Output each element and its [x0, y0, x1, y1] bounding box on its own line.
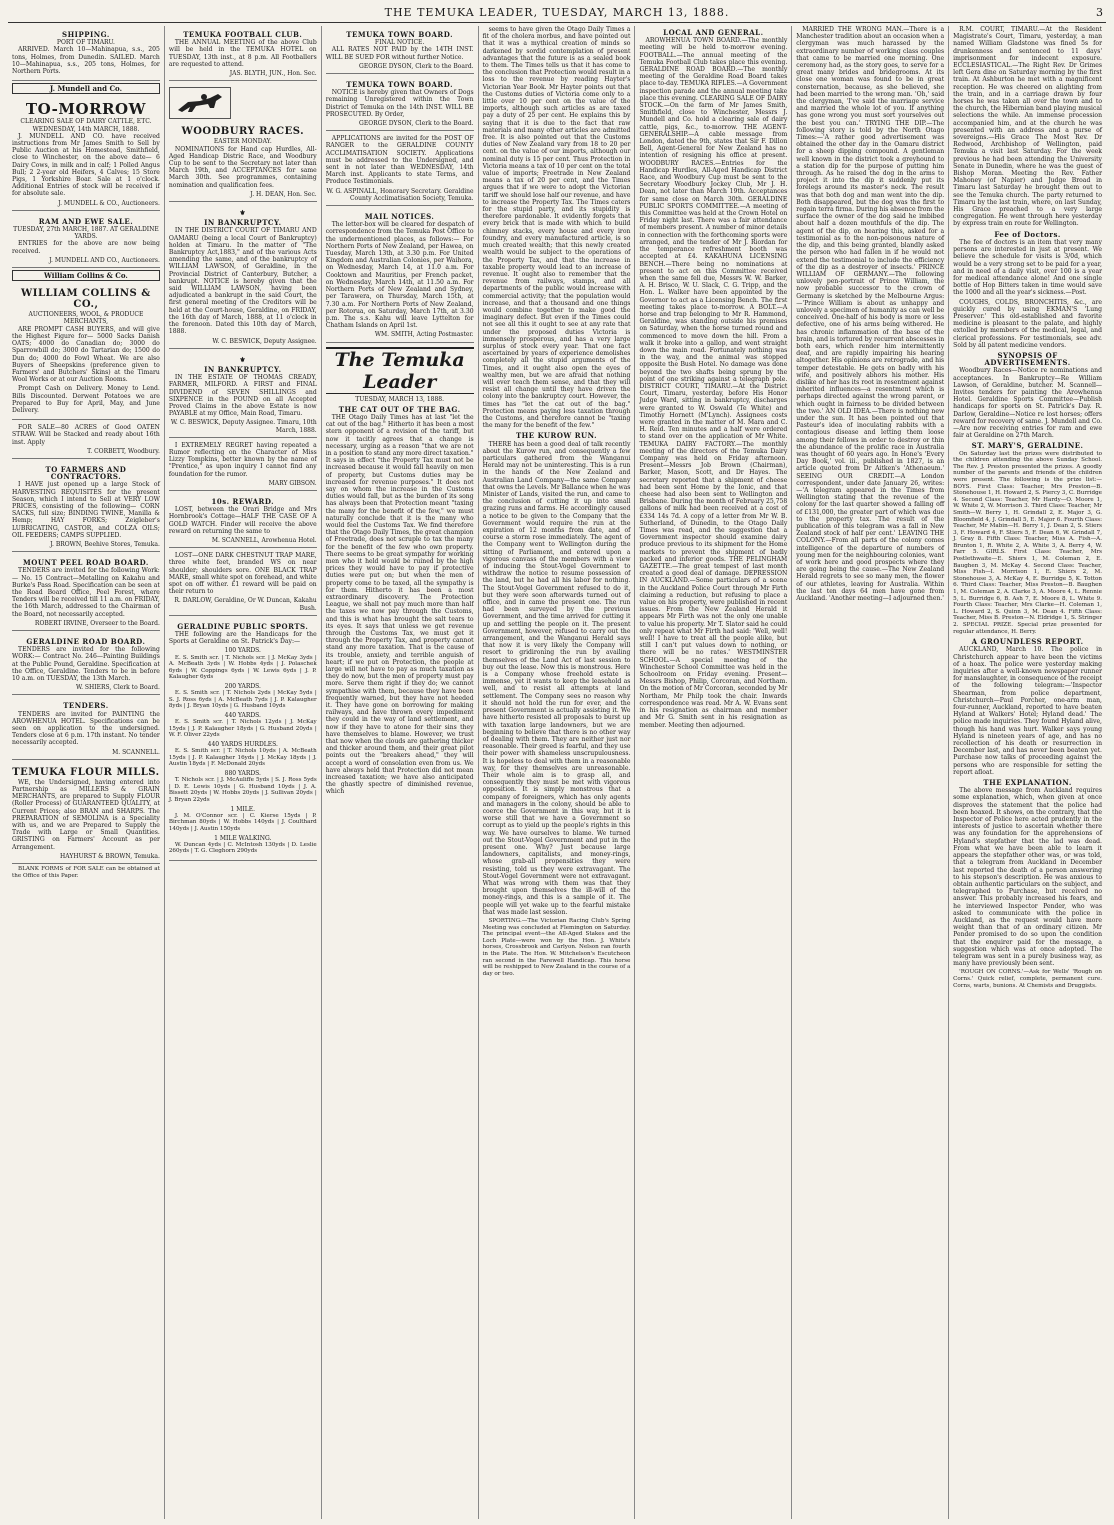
racehorse-icon: [169, 87, 231, 119]
royal-arms-icon: ⚜: [239, 208, 247, 218]
flour-signature: HAYHURST & BROWN, Temuka.: [60, 852, 160, 860]
column-6: [792, 26, 949, 1519]
sports-440-list: E. S. Smith scr. | T. Nichols 12yds | J. McKay 15yds | J. P. Kalaugher 18yds | G. Husband 20yds | W. F. Oliver 22yds: [168, 719, 317, 739]
page-masthead: [0, 6, 1114, 19]
sports-mile-heading: 1 MILE.: [230, 805, 256, 813]
bankruptcy2-text: IN THE ESTATE OF THOMAS CREADY, FARMER, MILFORD. A FIRST and FINAL DIVIDEND of SEVEN SHILLINGS and SIXPENCE in the POUND on all Accepted Proved Claims in the above Estate is now PAYABLE at my Office, Main Road, Timaru.: [168, 374, 317, 418]
townboard-ad: [326, 26, 474, 74]
farmers-text: I HAVE just opened up a large Stock of HARVESTING REQUISITES for the present Season, which I intend to Sell at VERY LOW PRICES, consisting of the following— CORN SACKS, full size; BINDING TWINE, Manilla & Hemp; HAY FORKS; Zeigleber's LUBRICATING, CASTOR, and COLZA OILS; OIL FEEDERS; CAMPS SUPPLIED.: [12, 481, 160, 539]
bankruptcy2-signature: W. C. BESWICK, Deputy Assignee. Timaru, 10th March, 1888.: [170, 419, 317, 434]
clearing-sale-ad: [12, 96, 160, 210]
townboard2-signature: GEORGE DYSON, Clerk to the Board.: [359, 120, 474, 128]
paper-title: The Temuka Leader: [326, 347, 474, 394]
collins-heading: WILLIAM COLLINS & CO.,: [21, 288, 151, 311]
blank-forms-notice: BLANK FORMS of FOR SALE can be obtained at the Office of this Paper.: [12, 866, 160, 879]
mundell-bar: J. Mundell and Co.: [12, 83, 160, 94]
local-heading: LOCAL AND GENERAL.: [663, 28, 764, 37]
paper-date: TUESDAY, MARCH 13, 1888.: [355, 395, 445, 403]
geraldine-signature: W. SHIERS, Clerk to Board.: [75, 684, 160, 692]
column-4: [479, 26, 636, 1519]
tomorrow-heading: TO-MORROW: [25, 100, 146, 119]
flour-text: WE, the Undersigned, having entered into Partnership as MILLERS & GRAIN MERCHANTS, are prepared to Supply FLOUR (Roller Process) of GUARANTEED QUALITY, at Current Prices; also BRAN and SHARPS. The PREPARATION of SEMOLINA is a Speciality with us, and we are Prepared to Supply the Trade with Large or Small Quantities. GRISTING on Farmers' Account as per Arrangement.: [12, 778, 160, 851]
collins-ad: [12, 283, 160, 420]
sports-200-heading: 200 YARDS.: [224, 682, 261, 690]
st-marys-heading: ST. MARY'S, GERALDINE.: [971, 441, 1084, 451]
rm-court-text: R.M. COURT, TIMARU.—At the Resident Magistrate's Court, Timaru, yesterday, a man named William Gladstone was fined 5s for drunkenness and sentenced to 11 days' imprisonment for indecent exposure. ECCLESIASTICAL.—The Right Rev. Dr Grimes left Gera dine on Saturday morning by the first train. At Ashburton he met with a magnificent reception. He was cheered on alighting from the train, and in a carriage drawn by four horses he was taken all over the town and to the church, the Hibernian band playing musical selections the while. An immense procession accompanied him, and at the church he was presented with an address and a purse of sovereigns.—His Grace The Most Rev. Dr Redwood, Archbishop of Wellington, paid Temuka a visit last Saturday. For the week previous he had been attending the University Senate in Dunedin, where he was the guest of Bishop Moran. Meeting the Rev. Father Mahoney (of Napier) and Judge Broad in Timaru last Saturday he brought them out to see the Temuka church. The party returned to Timaru by the last train, where, on last Sunday, His Grace preached to a very large congregation. He went through here yesterday by express train en route for Wellington.: [953, 26, 1102, 228]
mail-heading: MAIL NOTICES.: [364, 212, 435, 222]
acclimatisation-signature: W. G. ASPINALL, Honorary Secretary. Geraldine County Acclimatisation Society, Temuka.: [326, 187, 474, 202]
townboard2-text: NOTICE is hereby given that Owners of Dogs remaining Unregistered within the Town District of Temuka on the 14th INST. WILL BE PROSECUTED. By Order,: [325, 89, 474, 118]
gibson-text: I EXTREMELY REGRET having repeated a Rumor reflecting on the Character of Miss Lizzy Tompkins, better known by the name of "Prentice," as upon inquiry I cannot find any foundation for the rumor.: [168, 441, 317, 478]
farmers-ad: [12, 461, 160, 552]
editorial-continued: seems to have given the Otago Daily Times a fit of the cholera morbus, and have pointed out that it was a mythical creation of minds so darkened by sordid contemplation of present advantages that the future is as a sealed book to them. The Times tells us that it has come to the conclusion that Protection would result in a loss to the revenue by reading Hayter's Victorian Year Book. Mr Hayter points out that the Customs duties of Victoria come only to a little over 10 per cent on the value of the imports, although such articles as are taxed pay a duty of 25 per cent. He explains this by saying that it is due to the fact that raw materials and many other articles are admitted free. It is also pointed out that the Customs duties of New Zealand vary from 18 to 20 per cent. on the value of our imports, although our nominal duty is 15 per cent. Thus Protection in Victoria means a tax of 10 per cent on the total value of imports; Freetrade in New Zealand means a tax of 20 per cent, and the Times argues that if we were to adopt the Victorian tariff we should lose half our revenue, and have to increase the Property Tax. The Times caters for the stupid party, and its stupidity is therefore pardonable. It evidently forgets that every brick that is made with which to build chimney stacks, every house and every iron foundry, and every manufactured article, is so much created wealth; that this newly created wealth would be subject to the operations of the Property Tax, and that the increase in taxable property would lead to an increase of revenue. It ought also to remember that the revenue from railways, stamps, and all departments of the public would increase with commercial activity; that the population would increase, and that a thousand and one things would combine together to make good the imaginary defect. But even if the Times could not see all this it ought to see at any rate that under the proposed duties Victoria is immensely prosperous, and has a very large surplus of stock every year. That one fact ascertained by years of experience demolishes completely all the stupid arguments of the Times, and it ought also open the eyes of wealthy men, but we are afraid that nothing will ever teach them sense, and that they will resist all change until they have driven the colony into the bankruptcy court. However, the times has "let the cat out of the bag." Protection means paying less taxation through the Customs, and therefore cannot be "taxing the many for the benefit of the few.": [482, 26, 631, 430]
collins-sub: AUCTIONEERS, WOOL, & PRODUCE MERCHANTS,: [28, 311, 144, 326]
ram-heading: RAM AND EWE SALE.: [38, 216, 134, 226]
mail-text: The letter-box will be cleared for despatch of correspondence from the Temuka Post Office to the undermentioned places, as follows:— For Northern Ports of New Zealand, per Hawea, on Tuesday, March 13th, at 3.30 p.m. For United Kingdom and Australian Colonies, per Waihora, on Wednesday, March 14, at 11.0 a.m. For Cooktown and Mauritius, per French packet, on Wednesday, March 14th, at 11.50 a.m. For Northern Ports of New Zealand and Sydney, per Tarawera, on Thursday, March 15th, at 7.30 a.m. For Northern Ports of New Zealand, per Rotorua, on Saturday, March 17th, at 3.30 p.m. The s.s. Kahu will leave Lyttelton for Chatham Islands on April 1st.: [325, 221, 474, 330]
bankruptcy-ad: [169, 204, 317, 349]
lost-text: LOST—ONE DARK CHESTNUT TRAP MARE, three white feet, branded WS on near shoulder; shoulders sore. ONE BLACK TRAP MARE, small white spot on forehead, and white spot on off wither. £1 reward will be paid on their return to: [168, 552, 317, 596]
st-marys-text: On Saturday last the prizes were distributed to the children attending the above Sunday School. The Rev. J. Preston presented the prizes. A goodly number of the parents and friends of the children were present. The following is the prize list:— BOYS. First Class: Teacher, Mrs Preston—B. Stonehouse 1, H. Howard 2, S. Piercy 3, C. Burridge 4. Second Class: Teacher, Mr Hardy—O. Moore 1, W. White 2, W. Morrison 3. Third Class: Teacher, Mr Smith—W. Berry 1, H. Grindall 2, E. Major 3, G. Bloomfield 4, J. Grindall 5, E. Major 6. Fourth Class: Teacher, Mr Mabin—H. Berry 1, J. Dean 2, S. Stiers 3, F. Howard 4, F. Stiers 5, F. Dean 6, W. Grindall 7, J. Gray 8. Fifth Class: Teacher, Miss A. Fish—A. Brunton 1, R. White 2, A. White 3, A. Berry 4, W. Farr 5. GIRLS. First Class: Teacher, Mrs Postlethwaite—E. Shiers 1, M. Coleman 2, E. Baughen 3, M. McKay 4. Second Class: Teacher, Miss Fish—I. Morrison 1, E. Shiers 2, M. Stonehouse 3, A. McKay 4, E. Burridge 5, K. Totton 6. Third Class: Teacher, Miss Preston—B. Baughen 1, M. Coleman 2, A. Clarke 3, A. Moore 4, L. Rennie 5, L. Burridge 6, B. Ash 7, E. Moore 8, L. White 9. Fourth Class: Teacher, Mrs Clarke—H. Coleman 1, L. Howard 2, S. Quinn 3, M. Dean 4. Fifth Class: Teacher, Miss B. Preston—N. Eldridge 1, S. Stringer 2. SPECIAL PRIZE. Special prize presented for regular attendance, H. Berry.: [953, 450, 1102, 635]
reward-text: LOST, between the Orari Bridge and Mrs Hornbrook's Cottage—HALF THE CASE OF A GOLD WATCH. Finder will receive the above reward on returning the same to: [168, 506, 317, 535]
masthead-rule: [8, 22, 1106, 23]
geraldine-ad: [12, 633, 160, 695]
races-ad: [169, 83, 317, 202]
sports-mile-list: J. M. O'Connor scr. | C. Kierse 15yds | P. Birchman 80yds | W. Hobbs 140yds | J. Coulthard 140yds | J. Austin 150yds: [168, 812, 317, 832]
townboard2-ad: [326, 76, 474, 131]
clearing-signature: J. MUNDELL & CO., Auctioneers.: [58, 199, 160, 207]
sports-440-heading: 440 YARDS.: [224, 711, 261, 719]
tenders-ad: [12, 697, 160, 759]
groundless-heading: A GROUNDLESS REPORT.: [971, 637, 1084, 647]
ram-sale-ad: [12, 213, 160, 268]
sports-heading: GERALDINE PUBLIC SPORTS.: [177, 621, 309, 631]
acclimatisation-ad: [326, 133, 474, 206]
flour-ad: [12, 762, 160, 864]
gibson-signature: MARY GIBSON.: [268, 479, 317, 487]
townboard-heading: TEMUKA TOWN BOARD.: [346, 30, 454, 39]
explanation-heading: THE EXPLANATION.: [983, 778, 1072, 788]
coughs-text: COUGHS, COLDS, BRONCHITIS, &c., are quickly cured by using EKMAN'S 'Lung Preserver.' This old-established and favorite medicine is pleasant to the palate, and highly extolled by members of the medical, legal, and clerical professions. For testimonials, see adv. Sold by all patent medicine vendors.: [953, 298, 1102, 349]
lost-signature: R. DARLOW, Geraldine, Or W. Duncan, Kakahu Bush.: [174, 597, 317, 612]
tenders-text: TENDERS are invited for PAINTING the AROWHENUA HOTEL. Specifications can be seen on application to the undersigned. Tenders close at 6 p.m. 17th instant. No tender necessarily accepted.: [12, 710, 160, 747]
ram-signature: J. MUNDELL AND CO., Auctioneers.: [49, 256, 160, 264]
peel-heading: MOUNT PEEL ROAD BOARD.: [23, 558, 149, 568]
geraldine-heading: GERALDINE ROAD BOARD.: [26, 637, 146, 646]
shipping-text: ARRIVED. March 10—Mahinapua, s.s., 205 tons, Holmes, from Dunedin. SAILED. March 10—Mahinapua, s.s., 205 tons, Holmes, for Northern Ports.: [12, 46, 160, 76]
shipping-notice: [12, 26, 160, 81]
ram-date: TUESDAY, 27th MARCH, 1887. AT GERALDINE YARDS.: [13, 226, 159, 241]
lost-ad: [169, 550, 317, 616]
sports-text: THE following are the Handicaps for the Sports at Geraldine on St. Patrick's Day:—: [168, 631, 317, 646]
football-text: THE ANNUAL MEETING of the above Club will be held in the TEMUKA HOTEL on TUESDAY, 13th inst., at 8 p.m. All Footballers are requested to attend.: [168, 39, 317, 68]
reward-heading: 10s. REWARD.: [211, 496, 275, 506]
explanation-text: The above message from Auckland requires some explanation, which, when given at once disproves the statement that the police had been hoaxed. It shows, on the contrary, that the Inspector of Police here acted prudently in the interests of justice to ascertain whether there was any foundation for the apprehensions of Hyland's stepfather that the lad was dead. From what we have been able to learn it appears the stepfather other was, or was told, that a telegram from Auckland in December last reported the death of a person answering to his stepson's description. He was anxious to obtain authentic particulars on the subject, and telegraphed to Purchase, but received no answer. This probably increased his fears, and he interviewed Inspector Pender, who was asked to communicate with the police in Auckland, as the request would have more weight than that of an ordinary citizen. Mr Pender promised to do so upon the condition that the enquirer paid for the message, a suggestion which was at once adopted. The telegram was sent in a purely business way, as many have previously been sent.: [953, 787, 1102, 968]
sports-200-list: E. S. Smith scr. | T. Nichols 2yds | McKay 5yds | S. J. Ross 6yds | A. McBeath 7yds | J. P. Kalaugher 8yds | J. Bryan 10yds | G. Husband 10yds: [168, 690, 317, 710]
races-signature: J. H. DEAN, Hon. Sec.: [250, 190, 317, 198]
farmers-heading: TO FARMERS AND CONTRACTORS.: [45, 464, 127, 482]
fee-text: The fee of doctors is an item that very many persons are interested in just at present. We believe the schedule for visits is 3/0d, which would be a very strong set to be paid for a year, and in need of a daily visit, over 100 is a year for medical attendance alone! And one single bottle of Hop Bitters taken in time would save the 1000 and all the year's sickness.—Post.: [953, 238, 1102, 297]
clearing-date: WEDNESDAY, 14th MARCH, 1888.: [32, 125, 140, 133]
kurow-text: THERE has been a good deal of talk recently about the Kurow run, and consequently a few particulars gathered from the Wanganui Herald may not be uninteresting. This is a run in the hands of the New Zealand and Australian Land Company—the same Company that owns the Levels. Mr Ballance when he was Minister of Lands, visited the run, and came to the conclusion of cutting it up into small grazing runs and farms. He accordingly caused a notice to be given to the Company that the Government would require the run at the expiration of 12 months from date, and of course a storm rose immediately. The agent of the Company went to Wellington during the sitting of Parliament, and entered upon a vigorous canvass of the members with a view of inducing the Stout-Vogel Government to withdraw the notice to resume possession of the land, but he had all his labor for nothing. The Stout-Vogel Government refused to do it, but they were soon afterwards turned out of office, and in came the present one. The run had been surveyed by the previous Government, and the time arrived for cutting it up and settling the people on it. The present Government, however, refused to carry out the arrangement, and the Wanganui Herald says that now it is very likely the Company will resort to gridironing the run by availing themselves of the Land Act of last session to buy out the lease. Now this is monstrous. Here is a Company whose freehold estate is immense, yet it wants to keep the leasehold as well, and to resist all attempts at land settlement. The Company sees no reason why it should not hold the run for ever, and the present Government is actually assisting it. We have hitherto resisted all proposals to burst up with taxation large landowners, but we are beginning to believe that there is no other way of dealing with them. They are neither just nor reasonable. Their greed is fearful, and they use their power with shameless unscrupulousness. It is hopeless to deal with them in a reasonable way, for they themselves are unreasonable. Their whole aim is to grasp all, and consequently they must be met with vigorous opposition. It is simply monstrous that a company of foreigners, which has only agents and managers in the colony, should be able to coerce the Government in this way, but it is worse still that we have a Government so corrupt as to yield up the people's rights in this way. We have ourselves to blame. We turned out the Stout-Vogel Government and put in the present one. Why? Just because large landowners, capitalists, and money-rings, whose grab-all propensities they were resisting, told us they were extravagant. The Stout-Vogel Government were not extravagant. What was wrong with them was that they brought upon themselves the ill-will of the money-rings, and this is a sample of it. The people will yet wake up to the fearful mistake that was made last session.: [482, 440, 631, 916]
royal-arms-icon-2: ⚜: [239, 354, 247, 364]
tenders-signature: M. SCANNELL.: [112, 748, 160, 756]
peel-signature: ROBERT IRVINE, Overseer to the Board.: [34, 619, 160, 627]
ram-text: ENTRIES for the above are now being received.: [12, 240, 160, 255]
races-text: NOMINATIONS for Hand cap Hurdles, All-Aged Handicap Distric Race, and Woodbury Cup to be sent to the Secretary not later than March 19th, and ACCEPTANCES for same March 30th. See programmes, containing nomination and qualification fees.: [168, 145, 317, 189]
townboard-signature: GEORGE DYSON, Clerk to the Board.: [359, 62, 474, 70]
geraldine-text: TENDERS are invited for the following WORK:— Contract No. 246—Painting Buildings at the Public Pound, Geraldine. Specification at the Office, Geraldine. Tenders to be in before 10 a.m. on TUESDAY, the 13th March.: [12, 646, 160, 683]
column-2: [165, 26, 322, 1519]
mail-notices: [326, 208, 474, 342]
editorial-text: THE Otago Daily Times has at last "let the cat out of the bag." Hitherto it has been a most stern opponent of a revision of the tariff, but now it tacitly agrees that a change is necessary, urging as a reason "that we are not in a position to stand any more direct taxation." It says in effect "the Property Tax must not be increased because it would fall heavily on men of property, but Customs duties may be increased for revenue purposes." It does not say on whom the increase in the Customs duties would fall, but as the burden of its song has always been that Protection meant "taxing the many for the benefit of the few," we must naturally conclude that it is the many who would feel the Customs Tax. We find therefore that the Otago Daily Times, the great champion of Freetrade, does not scruple to tax the many for the benefit of the few who own property. There seems to be great sympathy for working men who it held would be ruined by the high prices they would have to pay if protective duties were put on; but when the men of property come to be taxed, all the sympathy is for them. Hitherto it has been a most extraordinary discovery. The Protection League, we shall not pay much more than half the taxes we now pay through the Customs, and this is what has brought the salt tears to its eyes. It says that unless we get revenue through the Customs Tax, we must get it through the Property Tax, and property cannot stand any more taxation. That is the cause of its trouble, anxiety, and terrible anguish of heart; if we put on Protection, the people at large will not have to pay as much taxation as they do now, but the men of property must pay more. Serve them right if they do; we cannot sympathise with them, because they have been frequently warned, but they have not heeded it. They have gone on borrowing for making railways, and have thrown every impediment they could in the way of land settlement, and now if they have to atone for their sins they have themselves to blame. However, we trust that now when the clouds are gathering thicker and thicker around them, and their great pilot points out the "breakers ahead," they will accept a word of consolation even from us. We have always held that Protection did not mean increased taxation; we have also anticipated the ghastly spectre of diminished revenue, which: [325, 413, 474, 796]
bankruptcy-signature: W. C. BESWICK, Deputy Assignee.: [212, 337, 317, 345]
football-heading: TEMUKA FOOTBALL CLUB.: [183, 30, 303, 39]
townboard-sub: FINAL NOTICE.: [374, 39, 425, 47]
bankruptcy2-ad: [169, 351, 317, 438]
bankruptcy2-heading: IN BANKRUPTCY.: [204, 364, 282, 374]
shipping-port: PORT OF TIMARU.: [56, 39, 115, 47]
corbett-ad: [12, 422, 160, 459]
peel-ad: [12, 554, 160, 631]
gibson-ad: [169, 440, 317, 491]
bankruptcy-heading: IN BANKRUPTCY.: [204, 218, 282, 228]
collins-note: Prompt Cash on Delivery. Money to Lend. Bills Discounted. Derwent Potatoes we are Prepared to Buy for April, May, and June Delivery.: [12, 385, 160, 414]
local-text: AROWHENUA TOWN BOARD.—The monthly meeting will be held to-morrow evening. FOOTBALL.—The annual meeting of the Temuka Football Club takes place this evening. GERALDINE ROAD BOARD.—The monthly meeting of the Geraldine Road Board takes place to-day. TEMUKA RIFLES.—A Government inspection parade and the annual meeting take place this evening. CLEARING SALE OF DAIRY STOCK.—On the farm of Mr James Smith, Smithfield, close to Winchester, Messrs J. Mundell and Co. hold a clearing sale of dairy cattle, pigs, &c., to-morrow. THE AGENT-GENERALSHIP.—A cable message from London, dated the 9th, states that Sir F. Dillon Bell, Agent-General for New Zealand has no intention of resigning his office at present. WOODBURY RACES.—Entries for the Handicap Hurdles, All-Aged Handicap District Race, and Woodbury Cup must be sent to the Secretary Woodbury Jockey Club, Mr J. H. Dean, not later than March 19th. Acceptances for same close on March 30th. GERALDINE PUBLIC SPORTS COMMITTEE.—A meeting of this Committee was held at the Crown Hotel on Friday night last. There was a fair attendance of members present. A number of minor details in connection with the forthcoming sports were arranged, and the tender of Mr J. Riordan for the temperance refreshment booth was accepted at £4. KAKAHUNA LICENSING BENCH.—There being no nominations at present to act on this Committee received when the same fell due, Messrs W. W. Barker, A. H. Brisco, W. U. Slack, C. G. Tripp, and the Hon. L. Walker have been appointed by the Governor to act as a Licensing Bench. The first meeting takes place to-morrow. A BOLT.—A horse and trap belonging to Mr R. Hammond, Geraldine, was standing outside his premises on Saturday, when the horse turned round and commenced to move down the hill. From a walk it broke into a gallop, and went straight down the main road. Fortunately nothing was in the way, and the animal was stopped opposite the Bush Hotel. No damage was done beyond the two shafts being sprung by the point of one striking against a telegraph pole. DISTRICT COURT, TIMARU.—At the District Court, Timaru, yesterday, before His Honor Judge Ward, sitting in bankruptcy, discharges were granted to W. Oswald (Te White) and Timothy Hornett (M'Lynch). Assignees costs were granted in the matter of M. Mara and C. H. Reid. Ten minutes and a half were ordered to stand over on the application of Mr White. TEMUKA DAIRY FACTORY.—The monthly meeting of the directors of the Temuka Dairy Company was held on Friday afternoon. Present—Messrs Job Brown (Chairman), Barker, Mason, Scott, and Dr Hayes. The secretary reported that a shipment of cheese had been sent Home by the Ionic, and that cheese had also been sent to Wellington and Brisbane. During the month of February 25,758 gallons of milk had been received at a cost of £334 14s 7d. A copy of a letter from Mr W. B. Sutherland, of Dunedin, to the Otago Daily Times was read, and the suggestion that a Government inspector should examine dairy produce previous to its shipment for the Home markets to prevent the shipment of badly packed and inferior goods. THE PELINGHAM GAZETTE.—The great tempest of last month created a good deal of damage. DEPRESSION IN AUCKLAND.—Some particulars of a scene in the Auckland Police Court through Mr Firth claiming a reduction, but refusing to place a value on his property, were published in recent issues. From the New Zealand Herald it appears Mr Firth was not the only one unable to value his property. Mr T. Slator said he could only repeat what Mr Firth had said: 'Well, well! well! I have to treat all the people alike, but still I can't put values down to nothing, or there will be no rates.' WESTMINSTER SCHOOL.—A special meeting of the Winchester School Committee was held in the Schoolroom on Friday evening. Present—Messrs Bishop, Philip, Corcoran, and Northam. On the motion of Mr Corcoran, seconded by Mr Northam, Mr Philp took the chair. Inwards correspondence was read. Mr A. W. Evans sent in his resignation as chairman and member and Mr G. Smith sent in his resignation as member. Meeting then adjourned.: [639, 37, 788, 729]
column-7: [949, 26, 1106, 1519]
column-1: [8, 26, 165, 1519]
sports-walk-list: W. Duncan 4yds | C. McIntosh 130yds | D. Leslie 260yds | T. G. Cleghorn 290yds: [168, 841, 317, 855]
columns: [8, 26, 1106, 1519]
editorial-heading: THE CAT OUT OF THE BAG.: [338, 404, 461, 414]
column-3: [322, 26, 479, 1519]
townboard-text: ALL RATES NOT PAID by the 14TH INST. WILL BE SUED FOR without further Notice.: [325, 46, 474, 61]
synopsis-heading: SYNOPSIS OF ADVERTISEMENTS.: [984, 350, 1071, 368]
reward-ad: [169, 493, 317, 548]
flour-heading: TEMUKA FLOUR MILLS.: [12, 766, 160, 778]
corbett-signature: T. CORBETT, Woodbury.: [87, 447, 160, 455]
synopsis-text: Woodbury Races—Notice re nominations and acceptances. In Bankruptcy—Re William Lawson, of Geraldine, butcher. M. Scannell—Invites tenders for painting the Arowhenua Hotel. Geraldine Sports Committee—Publish handicaps for sports on St. Patrick's Day. R. Darlow, Geraldine—Notice re lost horses; offers reward for recovery of same. J. Mundell and Co.—Are now receiving entries for ram and ewe fair at Geraldine on 27th March.: [953, 367, 1102, 440]
sporting-text: SPORTING.—The Victorian Racing Club's Spring Meeting was concluded at Flemington on Saturday. The principal event—the All-Aged Stakes and the Loch Plate—were won by the Hon. J. White's horses, Crossbrook and Carlyon. Nelson ran fourth in the Plate. The Hon. W. Mitchelson's Escutcheon ran second in the Farewell Handicap. This horse will be reshipped to New Zealand in the course of a day or two.: [482, 917, 631, 977]
football-signature: JAS. BLYTH, JUN., Hon. Sec.: [229, 70, 317, 78]
collins-text: ARE PROMPT CASH BUYERS, and will give the Highest Figure for— 5000 Sacks Danish OATS; 4000 do Canadian do; 3000 do Sparrowbill do; 3000 do Tartarian do; 1500 do Dun do; 4000 do Fowl Wheat. We are also Buyers of Sheepskins (preference given to Farmers' and Butchers' Skins) at the Timaru Wool Works or at our Auction Rooms.: [12, 325, 160, 384]
townboard2-heading: TEMUKA TOWN BOARD.: [346, 80, 454, 90]
football-ad: [169, 26, 317, 81]
mail-signature: WM. SMITH, Acting Postmaster.: [374, 331, 474, 339]
sports-880-list: T. Nichols scr. | J. McAuliffe 5yds | S. J. Ross 5yds | D. E. Lewis 10yds | G. Husband 10yds | J. A. Bissett 20yds | W. Hobbs 20yds | J. Sullivan 20yds | J. Bryan 22yds: [168, 777, 317, 803]
sports-100-list: E. S. Smith scr. | T. Nichols scr. | J. McKay 3yds | A. McBeath 3yds | W. Hobbs 4yds | J. Polaschek 6yds | W. Coppings 6yds | W. Lewis 6yds | J. P. Kalaugher 6yds: [168, 654, 317, 681]
acclimatisation-text: APPLICATIONS are invited for the POST OF RANGER to the GERALDINE COUNTY ACCLIMATISATION SOCIETY. Applications must be addressed to the Undersigned, and sent in not later than WEDNESDAY, 14th March inst. Applicants to state Terms, and Produce Testimonials.: [325, 135, 474, 186]
sports-880-heading: 880 YARDS.: [224, 769, 261, 777]
corbett-text: FOR SALE—80 ACRES of Good OATEN STRAW. Will be Stacked and ready about 16th inst. Apply: [12, 424, 160, 446]
farmers-signature: J. BROWN, Beehive Stores, Temuka.: [50, 540, 160, 548]
peel-text: TENDERS are invited for the following Work:— No. 15 Contract—Metalling on Kakahu and Burke's Pass Road. Specification can be seen at the Road Board Office, Peel Forest, where Tenders will be received till 11 a.m. on FRIDAY, the 16th March, addressed to the Chairman of the Board, not necessarily accepted.: [12, 567, 160, 618]
bankruptcy-text: IN THE DISTRICT COURT OF TIMARU AND OAMARU (being a local Court of Bankruptcy) holden at Timaru. In the matter of "The Bankruptcy Act,1883," and of the various Acts amending the same, and of the bankruptcy of WILLIAM LAWSON, of Geraldine, in the Provincial District of Canterbury, Butcher, a bankrupt. NOTICE is hereby given that the said WILLIAM LAWSON, having been adjudicated a bankrupt in the said Court, the first general meeting of the Creditors will be held at the Court-house, Geraldine, on FRIDAY, the 16th day of March, 1888, at 11 o'clock in the forenoon. Dated this 10th day of March, 1888.: [168, 227, 317, 336]
collins-bar: William Collins & Co.: [12, 270, 160, 281]
column-5: [635, 26, 792, 1519]
page-number: 3: [1096, 6, 1104, 19]
groundless-text: AUCKLAND, March 10. The police in Christchurch appear to have been the victims of a hoax. The police were yesterday making inquiries after a well-known newspaper runner for manslaughter, in consequence of the receipt of the following telegram:—'Inspector Shearman, from police department, Christchurch—Paul Porcher, one-arm man, four-runner, Auckland, reported to have beaten Hyland at Walkers' Hotel; Hyland dead.' The police made inquiries. They found Hyland alive, though his hand was hurt. Walker says young Hyland is nineteen years of age, and has no recollection of his death or resurrection in December last, and has never been beaten yet. Purchase now talks of proceeding against the persons who are responsible for setting the report afloat.: [953, 646, 1102, 776]
sports-walk-heading: 1 MILE WALKING.: [214, 834, 272, 842]
sports-100-heading: 100 YARDS.: [224, 647, 261, 655]
shipping-heading: SHIPPING.: [62, 30, 110, 39]
masthead-title: THE TEMUKA LEADER, TUESDAY, MARCH 13, 1888.: [384, 6, 730, 19]
tenders-heading: TENDERS.: [63, 701, 109, 711]
clearing-heading: CLEARING SALE OF DAIRY CATTLE, ETC.: [20, 118, 152, 126]
sports-hurdles-list: E. S. Smith scr. | T. Nichols 10yds | A. McBeath 15yds | J. P. Kalaugher 16yds | J. McKay 18yds | J. Austin 18yds | F. McDonald 20yds: [168, 748, 317, 768]
sports-ad: [169, 618, 317, 861]
corns-ad: 'ROUGH ON CORNS.'—Ask for Wells' 'Rough on Corns.' Quick relief, complete, permanent cure. Corns, warts, bunions. At Chemists and Druggists.: [953, 969, 1102, 989]
married-text: MARRIED THE WRONG MAN.—There is a Manchester tradition about an occasion when a clergyman was much harassed by the extraordinary number of working class couples that came to be married one morning. One ceremony had, as the story goes, to serve for a great many brides and bridegrooms. At its close one woman was found to be in great consternation, because, as she believed, she had been married to the wrong man. 'Oh,' said the clergyman, 'I've said the marriage service and married the whole lot of you. If anything has gone wrong you must sort yourselves out the best you can.' TRYING THE DIP.—The following story is told by the North Otago Times:—'A rather good advertisement was obtained the other day in the Oamaru district for a sheep dipping compound. A gentleman well known in the district took a greyhound to a station dip for the purpose of putting him through. As he raised the dog in the arms to project it into the dip it suddenly put its forelegs around its master's neck. The result was that both dog and man went into the dip. Both disappeared, but the dog was the first to regain terra firma. During his absence from the surface the owner of the dog said he imbibed about half a dozen mouthfuls of the dip. The agent of the dip, on hearing this, asked for a testimonial as to the non-poisonous nature of the dip, and this being granted, blandly asked the person who had fallen in if he would not extend the testimonial to include the efficiency of the dip as a destroyer of insects.' PRINCE WILLIAM OF GERMANY.—The following unlovely pen-portrait of Prince William, the now probable successor to the crown of Germany is sketched by the Melbourne Argus:—'Prince William is about as unhappy and unlovely a specimen of humanity as can well be conceived. One-half of his body is more or less defective, one of his arms being withered. He has chronic inflammation of the base of the brain, and is tortured by recurrent abscesses in both ears, which render him intermittently deaf, and are rapidly impairing his hearing altogether. His opinions are retrograde, and his temper detestable. He gets on badly with his wife, and positively abhors his mother. His dislike of her has its root in resentment against inherited influences—a resentment which is perhaps directed against the wrong parent, or which ought in fairness to be divided between the two.' AN OLD IDEA.—There is nothing new under the sun. It has been pointed out that Pasteur's idea of inoculating rabbits with a contagious disease and letting them loose among their fellows in order to destroy or thin the abundance of the prolific race in Australia was thought of 60 years ago. In Hone's 'Every Day Book,' vol. iii., published in 1827, is an article quoted from Dr Aitken's 'Athenaeum.' SEEING OUR CREDIT.—A London correspondent, under date January 26, writes:—'A telegram appeared in the Times from Wellington stating that the revenue of the colony for the last quarter showed a falling off of £131,000, the greater part of which was due to the property tax. The result of the publication of this telegram was a fall in New Zealand stock of half per cent.' LEAVING THE COLONY.—From all parts of the colony comes intelligence of the departure of numbers of young men for the neighbouring colonies, want of work here and good prospects where they are going being the cause.—The New Zealand Herald regrets to see so many men, the flower of our athletes, leaving for Australia. Within the last ten days 64 men have gone from Auckland. 'Another meeting—I adjourned then.': [796, 26, 945, 603]
races-heading: WOODBURY RACES.: [181, 126, 305, 138]
clearing-text: J. MUNDELL AND CO. have received instructions from Mr James Smith to Sell by Public Auction at his Homestead, Smithfield, close to Winchester, on the above date— 6 Dairy Cows, in milk and in calf; 1 Polled Angus Bull; 2 2-year old Heifers, 4 Calves; 15 Store Pigs, 1 Yorkshire Boar. Sale at 1 o'clock. Additional Entries of stock will be received if for absolute sale.: [12, 132, 160, 198]
kurow-heading: THE KUROW RUN.: [515, 431, 598, 441]
sports-hurdles-heading: 440 YARDS HURDLES.: [207, 740, 278, 748]
reward-signature: M. SCANNELL, Arowhenua Hotel.: [211, 536, 317, 544]
fee-heading: Fee of Doctors.: [994, 229, 1061, 239]
races-sub: EASTER MONDAY.: [213, 138, 272, 146]
